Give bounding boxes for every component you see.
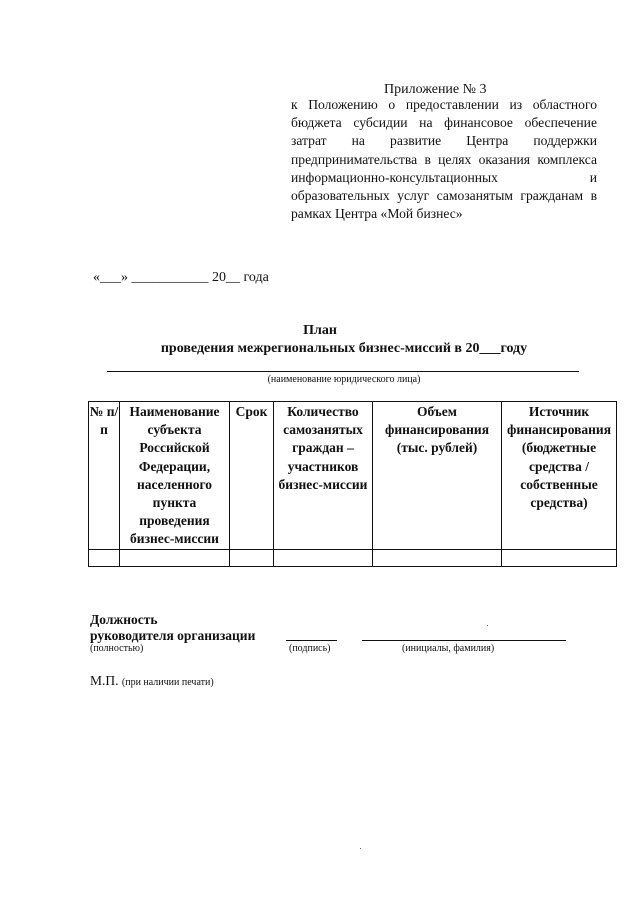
column-header-location: Наименование субъекта Российской Федерации, населенного пункта проведения бизнес-миссии — [120, 402, 230, 550]
stamp-block — [90, 673, 214, 689]
column-header-term: Срок — [230, 402, 274, 550]
entity-caption: (наименование юридического лица) — [267, 374, 421, 385]
plan-subtitle: проведения межрегиональных бизнес-миссий в 20___году — [160, 341, 528, 356]
table-cell — [274, 549, 373, 566]
plan-table — [88, 401, 617, 567]
signature-line — [286, 640, 337, 641]
appendix-title: Приложение № 3 — [384, 82, 487, 97]
position-label: Должность — [90, 612, 158, 627]
initials-line — [362, 640, 566, 641]
table-cell — [120, 549, 230, 566]
date-line: «___» ___________ 20__ года — [93, 270, 269, 285]
table-cell — [230, 549, 274, 566]
table-cell — [89, 549, 120, 566]
column-header-funding-source: Источник финансирования (бюджетные средства / собственные средства) — [502, 402, 617, 550]
table-cell — [373, 549, 502, 566]
table-header-row — [89, 402, 617, 550]
position-label-line2: руководителя организации — [90, 628, 256, 643]
scan-speck — [360, 848, 361, 849]
column-header-funding-amount: Объем финансирования (тыс. рублей) — [373, 402, 502, 550]
column-header-participants: Количество самозанятых граждан – участников бизнес-миссии — [274, 402, 373, 550]
scan-speck — [487, 625, 488, 626]
column-header-number: № п/п — [89, 402, 120, 550]
caption-full: (полностью) — [90, 643, 144, 654]
caption-initials: (инициалы, фамилия) — [402, 643, 495, 654]
stamp-label: М.П. — [90, 673, 119, 688]
caption-signature: (подпись) — [289, 643, 331, 654]
stamp-note: (при наличии печати) — [121, 677, 214, 688]
table-row — [89, 549, 617, 566]
plan-title: План — [303, 323, 337, 338]
entity-name-line — [107, 371, 579, 372]
table-cell — [502, 549, 617, 566]
appendix-body: к Положению о предоставлении из областного бюджета субсидии на финансовое обеспечение затрат на развитие Центра поддержки предпринимательства в целях оказания комплекса информационно-консультационных и образовательных услуг самозанятым гражданам в рамках Центра «Мой бизнес» — [291, 97, 597, 222]
